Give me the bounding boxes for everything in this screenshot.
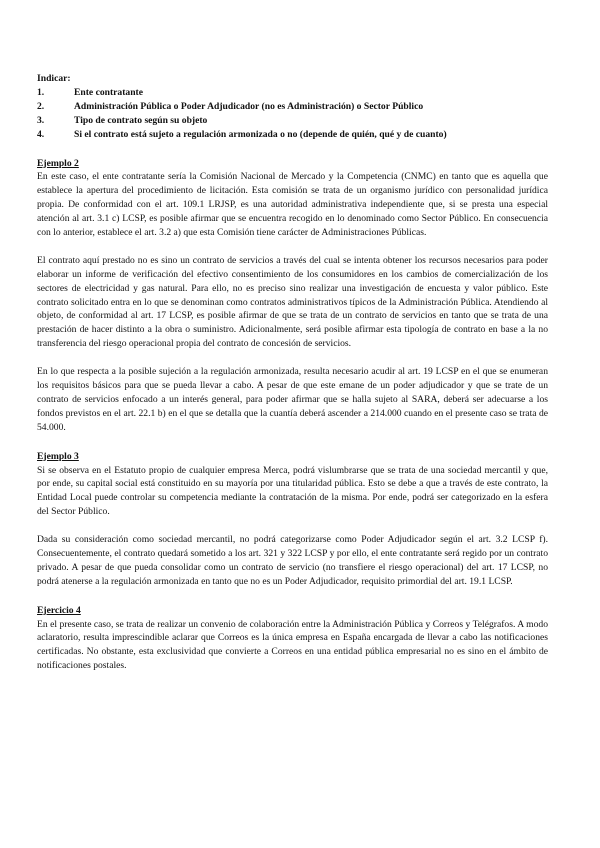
paragraph: En el presente caso, se trata de realizar un convenio de colaboración entre la Administración Pública y Correos y Telégrafos. A modo aclaratorio, resulta imprescindible aclarar que Correos es la única empresa en España encargada de llevar a cabo las notificaciones certificadas. No obstante, esta exclusividad que convierte a Correos en una entidad pública empresarial no es sino en el ámbito de notificaciones postales. <box>37 618 548 672</box>
task-text: Si el contrato está sujeto a regulación armonizada o no (depende de quién, qué y de cuanto) <box>74 128 447 140</box>
section-ejemplo-2 <box>37 157 548 435</box>
task-number: 1. <box>37 86 45 98</box>
section-ejemplo-3 <box>37 450 548 589</box>
paragraph: El contrato aquí prestado no es sino un contrato de servicios a través del cual se intenta obtener los recursos necesarios para poder elaborar un informe de verificación del efectivo consentimiento de los consumidores en los cambios de comercialización de los sectores de electricidad y gas natural. Para ello, no es preciso sino realizar una investigación de encuesta y valor público. Este contrato solicitado entra en lo que se denominan como contratos administrativos típicos de la Administración Pública. Atendiendo al objeto, de conformidad al art. 17 LCSP, es posible afirmar de que se trata de un contrato de servicios en tanto que se trata de una prestación de hacer distinto a la obra o suministro. Adicionalmente, será posible afirmar esta tipología de contrato en base a la no transferencia del riesgo operacional propia del contrato de concesión de servicios. <box>37 254 548 350</box>
section-ejercicio-4 <box>37 604 548 674</box>
intro-label: Indicar: <box>37 73 71 84</box>
task-text: Tipo de contrato según su objeto <box>74 114 208 126</box>
task-list <box>37 86 548 142</box>
task-item <box>37 86 548 100</box>
section-heading: Ejemplo 2 <box>37 157 79 169</box>
paragraph: En lo que respecta a la posible sujeción a la regulación armonizada, resulta necesario acudir al art. 19 LCSP en el que se enumeran los requisitos básicos para que se pueda llevar a cabo. A pesar de que este emane de un poder adjudicador y que se trate de un contrato de servicios enfocado a un interés general, para poder afirmar que se halla sujeto al SARA, deberá ser adecuarse a los fondos previstos en el art. 22.1 b) en el que se detalla que la cuantía deberá ascender a 214.000 cuando en el presente caso se trata de 54.000. <box>37 366 548 433</box>
task-item <box>37 114 548 128</box>
task-number: 2. <box>37 100 45 112</box>
task-item <box>37 100 548 114</box>
task-number: 4. <box>37 128 45 140</box>
paragraph: En este caso, el ente contratante sería la Comisión Nacional de Mercado y la Competencia (CNMC) en tanto que es aquella que establece la apertura del procedimiento de licitación. Esta comisión se trata de un organismo jurídico con personalidad jurídica propia. De conformidad con el art. 109.1 LRJSP, es una autoridad administrativa independiente que, si se presta una especial atención al art. 3.1 c) LCSP, es posible afirmar que se encuentra recogido en lo denominado como Sector Público. En consecuencia con lo anterior, establece el art. 3.2 a) que esta Comisión tiene carácter de Administraciones Públicas. <box>37 171 548 239</box>
task-text: Administración Pública o Poder Adjudicador (no es Administración) o Sector Público <box>74 100 424 112</box>
section-heading: Ejemplo 3 <box>37 450 79 462</box>
paragraph: Si se observa en el Estatuto propio de cualquier empresa Merca, podrá vislumbrarse que se trata de una sociedad mercantil y que, por ende, su capital social está constituido en su mayoría por una titularidad pública. Esto se debe a que a través de este contrato, la Entidad Local puede controlar su competencia mediante la contratación de la misma. Por ende, podrá ser categorizado en la esfera del Sector Público. <box>37 464 548 518</box>
task-number: 3. <box>37 114 45 126</box>
section-heading: Ejercicio 4 <box>37 604 81 616</box>
task-text: Ente contratante <box>74 86 144 98</box>
paragraph: Dada su consideración como sociedad mercantil, no podrá categorizarse como Poder Adjudicador según el art. 3.2 LCSP f). Consecuentemente, el contrato quedará sometido a los art. 321 y 322 LCSP y por ello, el ente contratante será regido por un contrato privado. A pesar de que pueda consolidar como un contrato de servicio (no transfiere el riesgo operacional) del art. 17 LCSP, no podrá atenerse a la regulación armonizada en tanto que no es un Poder Adjudicador, requisito primordial del art. 19.1 LCSP. <box>37 534 548 587</box>
task-item <box>37 128 548 142</box>
